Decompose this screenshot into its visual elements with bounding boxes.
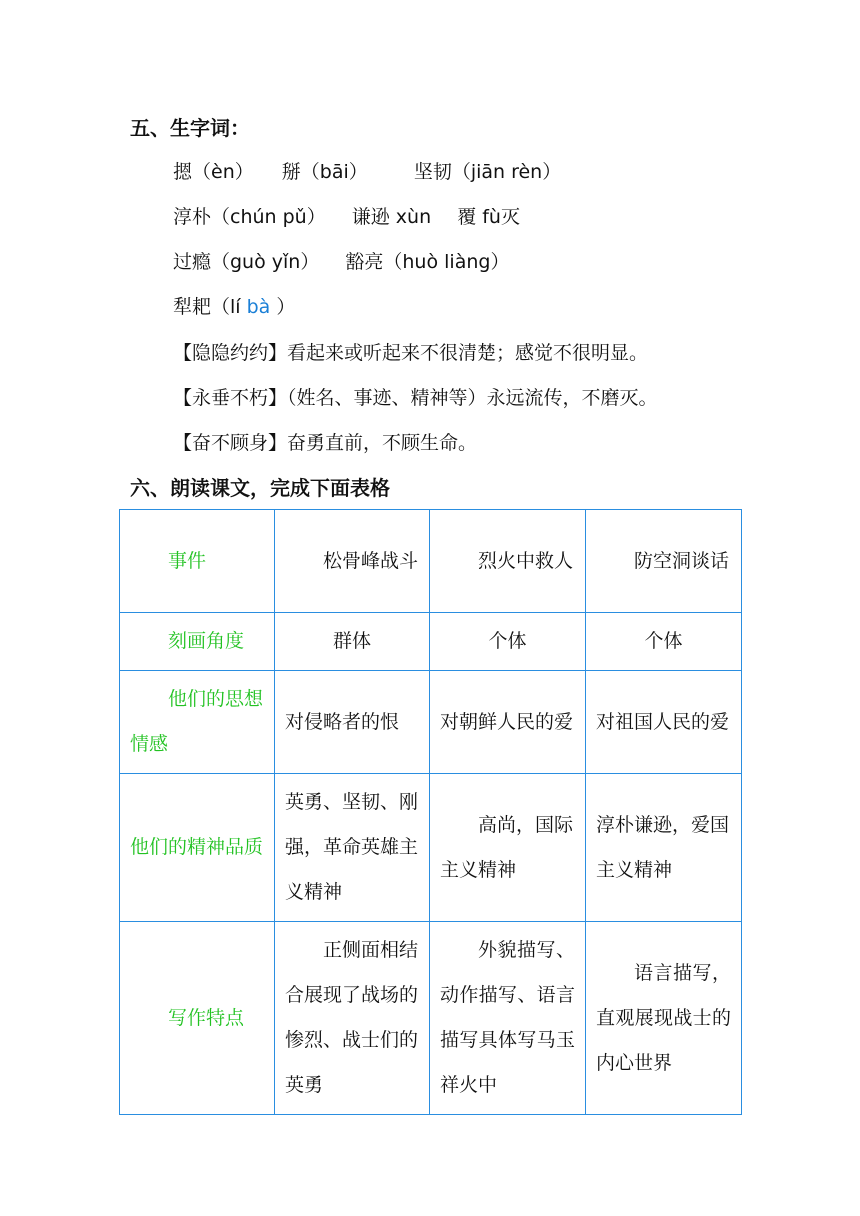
table-cell: 防空洞谈话 xyxy=(586,510,742,613)
vocab-word: 豁亮（huò liàng） xyxy=(345,251,510,273)
row-label: 他们的思想情感 xyxy=(120,671,275,774)
table-cell: 外貌描写、动作描写、语言描写具体写马玉祥火中 xyxy=(430,922,586,1115)
table-cell: 群体 xyxy=(275,613,430,671)
vocab-word: 淳朴（chún pǔ） xyxy=(173,206,326,228)
vocab-line-3 xyxy=(173,248,509,276)
table-cell: 个体 xyxy=(430,613,586,671)
vocab-word: 覆 fù灭 xyxy=(457,206,520,228)
table-cell: 烈火中救人 xyxy=(430,510,586,613)
row-label: 他们的精神品质 xyxy=(120,774,275,922)
vocab-word-prefix: 犁耙（lí xyxy=(173,296,247,318)
vocab-word: 谦逊 xùn xyxy=(351,206,432,228)
table-cell: 高尚，国际主义精神 xyxy=(430,774,586,922)
table-cell: 对侵略者的恨 xyxy=(275,671,430,774)
row-label: 写作特点 xyxy=(120,922,275,1115)
vocab-word: 坚韧（jiān rèn） xyxy=(413,161,562,183)
row-label: 刻画角度 xyxy=(120,613,275,671)
summary-table xyxy=(119,509,742,1115)
table-cell: 对祖国人民的爱 xyxy=(586,671,742,774)
table-row xyxy=(120,922,742,1115)
table-cell: 对朝鲜人民的爱 xyxy=(430,671,586,774)
definition-2: 【永垂不朽】（姓名、事迹、精神等）永远流传，不磨灭。 xyxy=(173,387,658,409)
vocab-line-1 xyxy=(173,158,561,186)
vocab-word: 摁（èn） xyxy=(173,161,254,183)
table-cell: 语言描写，直观展现战士的内心世界 xyxy=(586,922,742,1115)
table-row xyxy=(120,510,742,613)
vocab-word-suffix: ） xyxy=(270,296,296,318)
section-6-heading: 六、朗读课文，完成下面表格 xyxy=(130,476,390,500)
vocab-pinyin-highlight: bà xyxy=(246,296,271,318)
table-cell: 英勇、坚韧、刚强，革命英雄主义精神 xyxy=(275,774,430,922)
vocab-word: 掰（bāi） xyxy=(281,161,368,183)
vocab-line-2 xyxy=(173,203,520,231)
vocab-line-4 xyxy=(173,293,295,321)
section-5-heading: 五、生字词： xyxy=(130,116,250,140)
table-row xyxy=(120,774,742,922)
vocab-word: 过瘾（guò yǐn） xyxy=(173,251,320,273)
definition-3: 【奋不顾身】奋勇直前，不顾生命。 xyxy=(173,432,478,454)
table-cell: 个体 xyxy=(586,613,742,671)
table-row xyxy=(120,613,742,671)
row-label: 事件 xyxy=(120,510,275,613)
table-cell: 正侧面相结合展现了战场的惨烈、战士们的英勇 xyxy=(275,922,430,1115)
table-row xyxy=(120,671,742,774)
table-cell: 松骨峰战斗 xyxy=(275,510,430,613)
definition-1: 【隐隐约约】看起来或听起来不很清楚；感觉不很明显。 xyxy=(173,342,649,364)
table-cell: 淳朴谦逊，爱国主义精神 xyxy=(586,774,742,922)
